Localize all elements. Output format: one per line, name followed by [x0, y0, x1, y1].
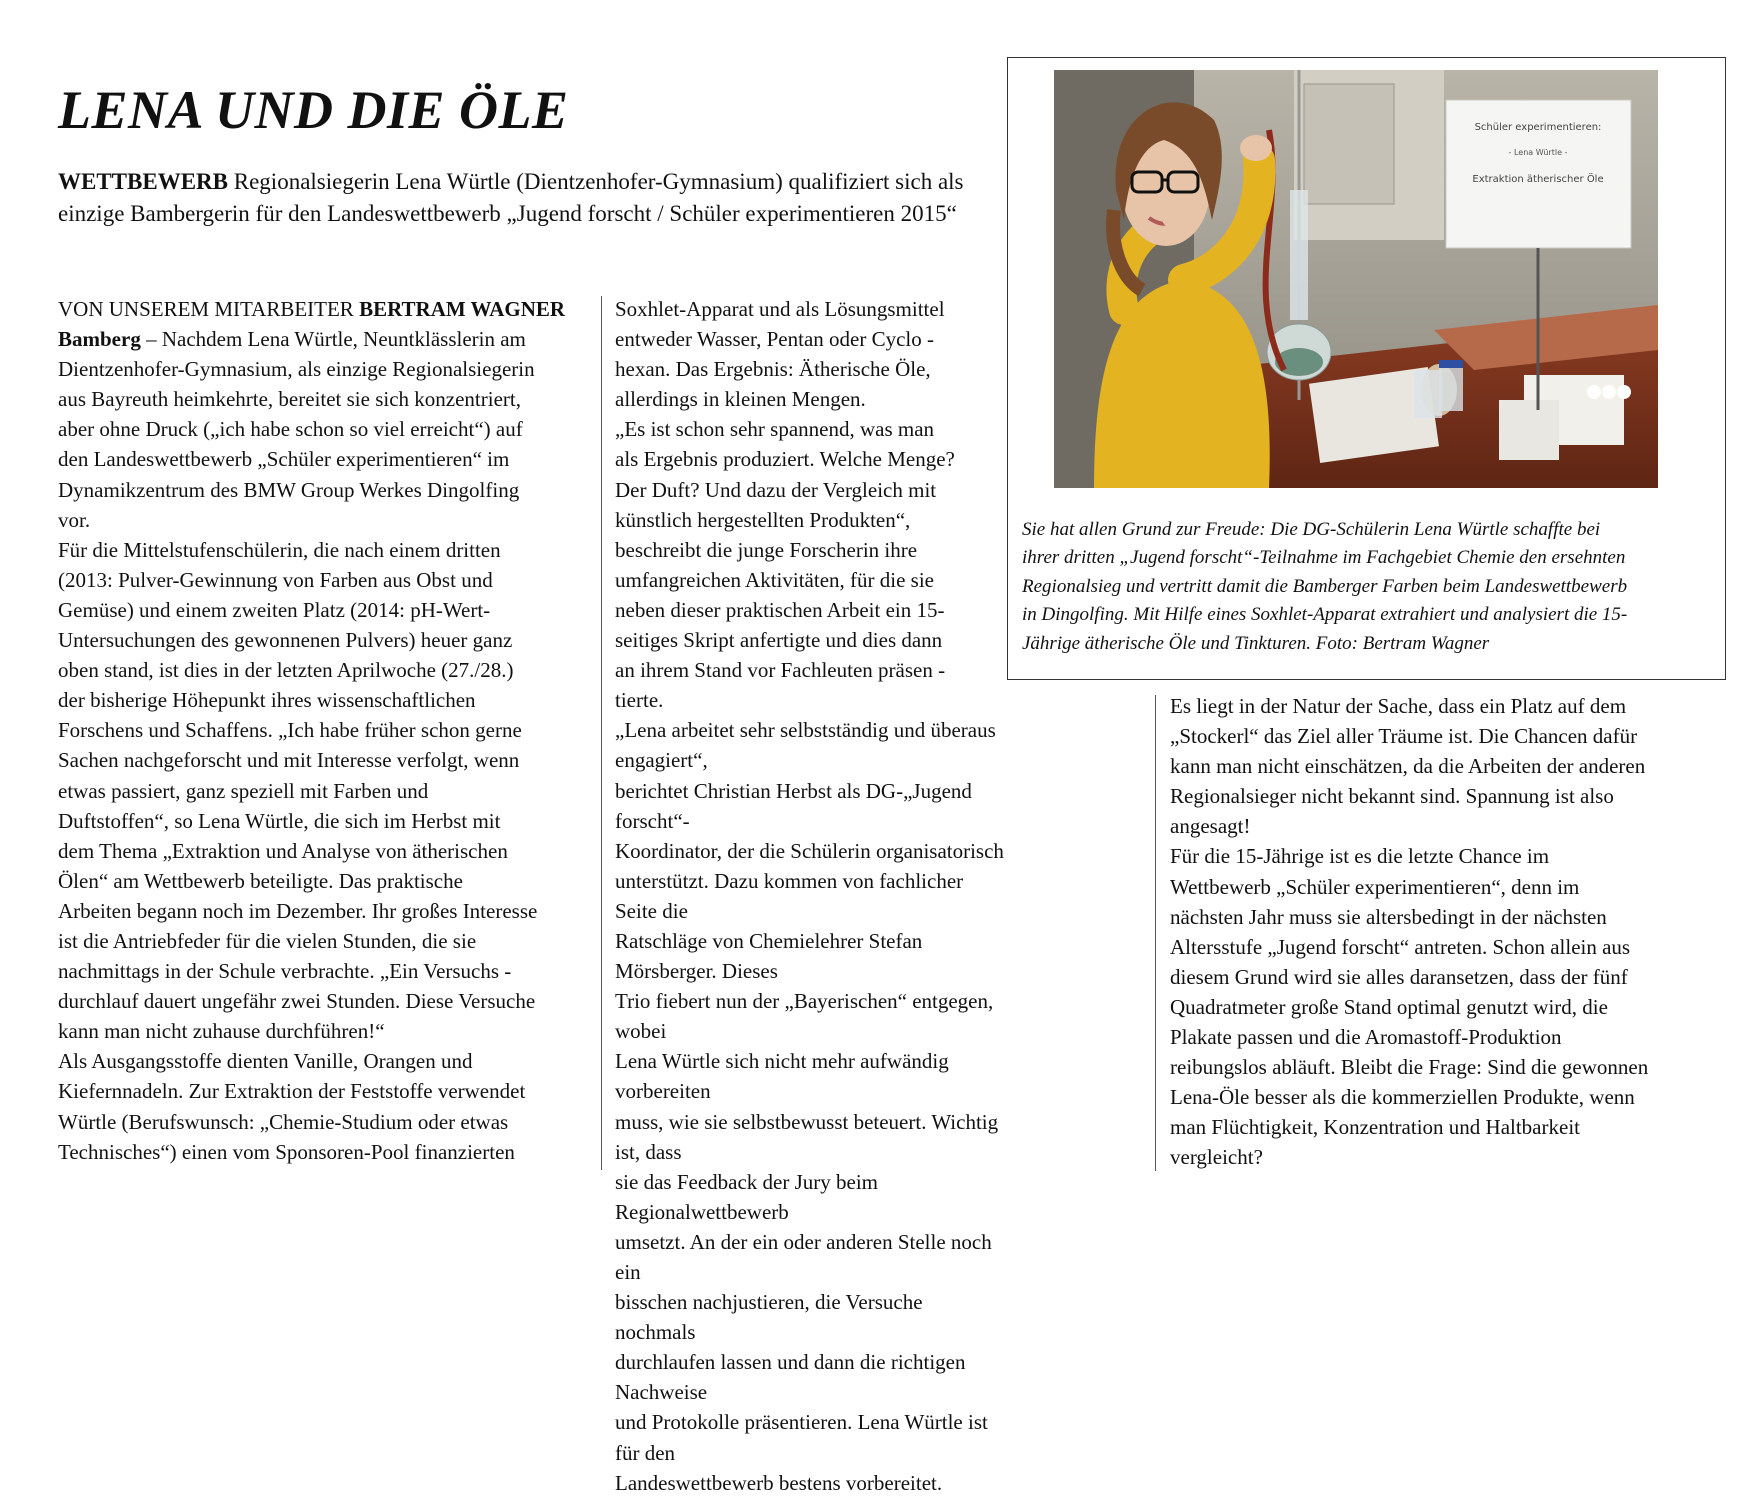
column-divider-2 [1155, 695, 1156, 1171]
byline-author: BERTRAM WAGNER [359, 297, 566, 321]
byline-prefix: VON UNSEREM MITARBEITER [58, 297, 360, 321]
deck-text: Regionalsiegerin Lena Würtle (Dientzenhofer-Gymnasium) qualifiziert sich als einzige Bambergerin für den Landeswettbewerb „Jugend forscht / Schüler experimentieren 2015“ [58, 169, 964, 226]
column-1 [58, 294, 588, 1167]
column-1-text: – Nachdem Lena Würtle, Neuntklässlerin am Dientzenhofer-Gymnasium, als einzige Regionalsiegerin aus Bayreuth heimkehrte, bereitet sie sich konzentriert, aber ohne Druck („ich habe schon so viel erreicht“) auf den Landeswettbewerb „Schüler experimentieren“ im Dynamikzentrum des BMW Group Werkes Dingolfing vor. Für die Mittelstufenschülerin, die nach einem dritten (2013: Pulver-Gewinnung von Farben aus Obst und Gemüse) und einem zweiten Platz (2014: pH-Wert- Untersuchungen des gewonnenen Pulvers) heuer ganz oben stand, ist dies in der letzten Aprilwoche (27./28.) der bisherige Höhepunkt ihres wissenschaftlichen Forschens und Schaffens. „Ich habe früher schon gerne Sachen nachgeforscht und mit Interesse verfolgt, wenn etwas passiert, ganz speziell mit Farben und Duftstoffen“, so Lena Würtle, die sich im Herbst mit dem Thema „Extraktion und Analyse von ätherischen Ölen“ am Wettbewerb beteiligte. Das praktische Arbeiten begann noch im Dezember. Ihr großes Interesse ist die Antriebfeder für die vielen Stunden, die sie nachmittags in der Schule verbrachte. „Ein Versuchs - durchlauf dauert ungefähr zwei Stunden. Diese Versuche kann man nicht zuhause durchführen!“ Als Ausgangsstoffe dienten Vanille, Orangen und Kiefernnadeln. Zur Extraktion der Feststoffe verwendet Würtle (Berufswunsch: „Chemie-Studium oder etwas Technisches“) einen vom Sponsoren-Pool finanzierten [58, 327, 538, 1164]
dateline: Bamberg [58, 327, 141, 352]
sign-line-1: Schüler experimentieren: [1474, 122, 1602, 133]
sign-line-2: - Lena Würtle - [1508, 148, 1568, 157]
column-divider-1 [601, 296, 602, 1170]
column-3 [1170, 691, 1710, 1173]
column-2-text: Soxhlet-Apparat und als Lösungsmittel entweder Wasser, Pentan oder Cyclo - hexan. Das Ergebnis: Ätherische Öle, allerdings in kleinen Mengen. „Es ist schon sehr spannend, was man als Ergebnis produziert. Welche Menge? Der Duft? Und dazu der Vergleich mit künstlich hergestellten Produkten“, beschreibt die junge Forscherin ihre umfangreichen Aktivitäten, für die sie neben dieser praktischen Arbeit ein 15- seitiges Skript anfertigte und dies dann an ihrem Stand vor Fachleuten präsen - tierte. „Lena arbeitet sehr selbstständig und überaus engagiert“, berichtet Christian Herbst als DG-„Jugend forscht“- Koordinator, der die Schülerin organisatorisch unterstützt. Dazu kommen von fachlicher Seite die Ratschläge von Chemielehrer Stefan Mörsberger. Dieses Trio fiebert nun der „Bayerischen“ entgegen, wobei Lena Würtle sich nicht mehr aufwändig vorbereiten muss, wie sie selbstbewusst beteuert. Wichtig ist, dass sie das Feedback der Jury beim Regionalwettbewerb umsetzt. An der ein oder anderen Stelle noch ein bisschen nachjustieren, die Versuche nochmals durchlaufen lassen und dann die richtigen Nachweise und Protokolle präsentieren. Lena Würtle ist für den Landeswettbewerb bestens vorbereitet. [615, 297, 1004, 1495]
column-3-text: Es liegt in der Natur der Sache, dass ein Platz auf dem „Stockerl“ das Ziel aller Träume ist. Die Chancen dafür kann man nicht einschätzen, da die Arbeiten der anderen Regionalsieger nicht bekannt sind. Spannung ist also angesagt! Für die 15-Jährige ist es die letzte Chance im Wettbewerb „Schüler experimentieren“, denn im nächsten Jahr muss sie altersbedingt in der nächsten Altersstufe „Jugend forscht“ antreten. Schon allein aus diesem Grund wird sie alles daransetzen, dass der fünf Quadratmeter große Stand optimal genutzt wird, die Plakate passen und die Aromastoff-Produktion reibungslos abläuft. Bleibt die Frage: Sind die gewonnen Lena-Öle besser als die kommerziellen Produkte, wenn man Flüchtigkeit, Konzentration und Haltbarkeit vergleicht? [1170, 694, 1649, 1170]
deck-kicker: WETTBEWERB [58, 169, 228, 194]
article-photo [1054, 70, 1658, 488]
sign-line-3: Extraktion ätherischer Öle [1472, 174, 1604, 185]
deck [58, 166, 988, 229]
photo-caption: Sie hat allen Grund zur Freude: Die DG-Schülerin Lena Würtle schaffte bei ihrer dritten „Jugend forscht“-Teilnahme im Fachgebiet Chemie den ersehnten Regionalsieg und vertritt damit die Bamberger Farben beim Landeswettbewerb in Dingolfing. Mit Hilfe eines Soxhlet-Apparat extrahiert und analysiert die 15- Jährige ätherische Öle und Tinkturen. Foto: Bertram Wagner [1022, 519, 1628, 654]
headline: LENA UND DIE ÖLE [58, 80, 569, 140]
column-2 [615, 294, 1005, 1498]
photo-illustration [1054, 70, 1658, 488]
